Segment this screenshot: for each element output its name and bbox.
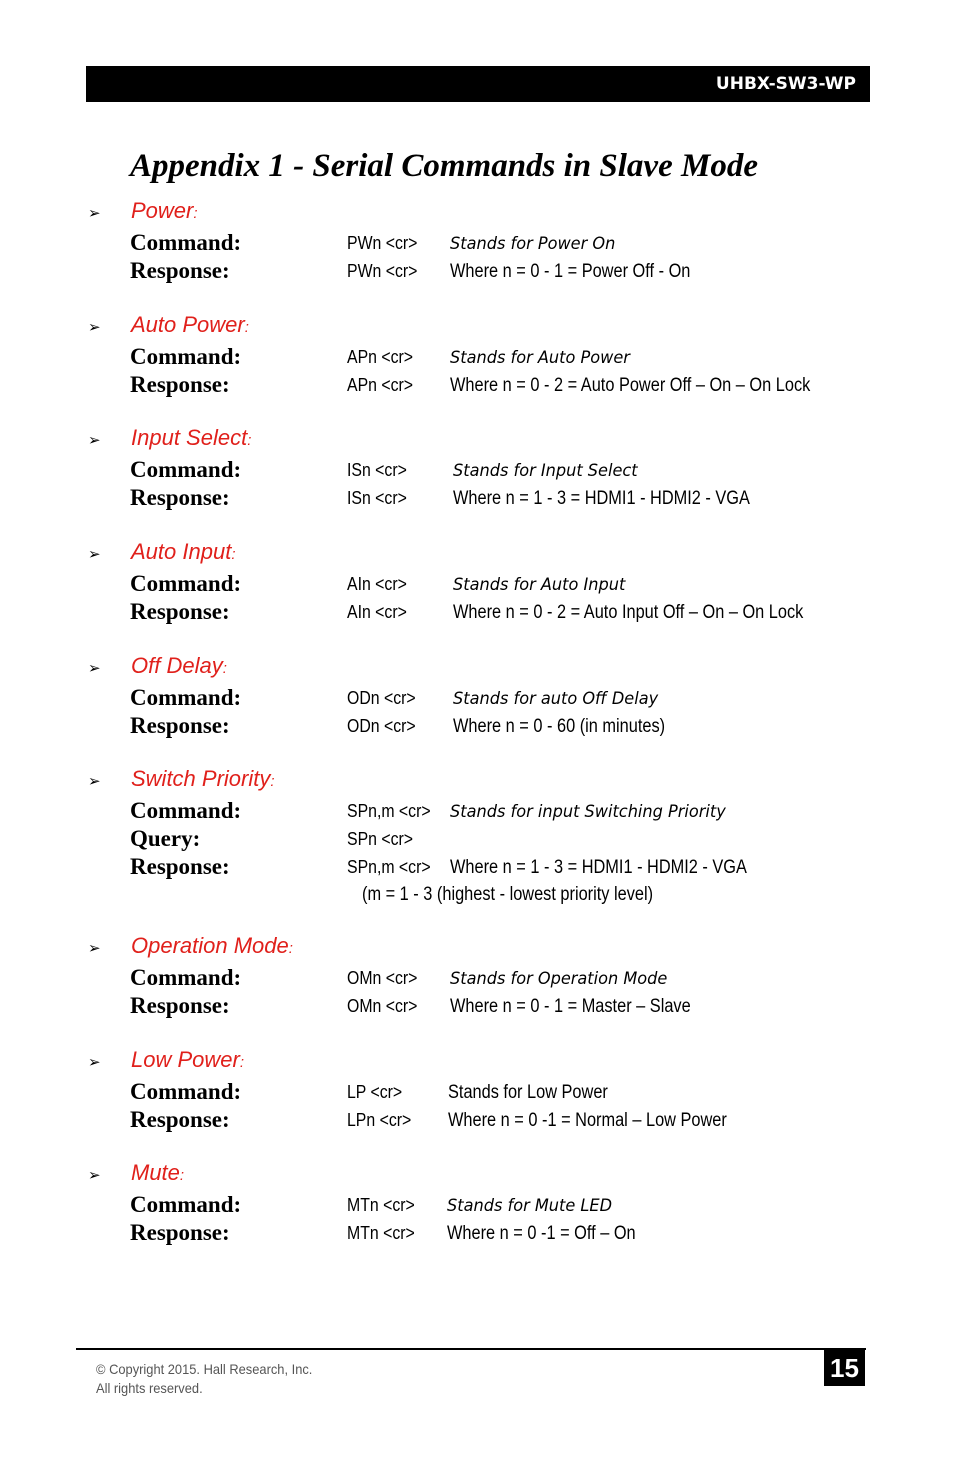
command-code: AIn <cr> <box>347 574 407 594</box>
response-row <box>0 1220 954 1248</box>
command-row <box>0 965 954 993</box>
priority-note: (m = 1 - 3 (highest - lowest priority level) <box>362 884 654 905</box>
response-code: LPn <cr> <box>347 1110 412 1130</box>
response-code: OMn <cr> <box>347 996 418 1016</box>
section-title: Power: <box>131 198 198 223</box>
response-description: Where n = 1 - 3 = HDMI1 - HDMI2 - VGA <box>453 488 750 509</box>
command-label: Command: <box>130 1079 242 1104</box>
model-name: UHBX-SW3-WP <box>715 74 856 94</box>
query-row <box>0 826 954 854</box>
command-description: Stands for Low Power <box>448 1082 608 1103</box>
command-label: Command: <box>130 344 242 369</box>
command-code: OMn <cr> <box>347 968 418 988</box>
command-row <box>0 685 954 713</box>
command-code: ISn <cr> <box>347 460 407 480</box>
section-title: Operation Mode: <box>131 933 293 958</box>
response-label: Response: <box>130 713 230 738</box>
arrowhead-bullet-icon: ➢ <box>88 772 101 790</box>
footer-divider <box>76 1348 866 1350</box>
rights-text: All rights reserved. <box>96 1380 203 1396</box>
section-title: Low Power: <box>131 1047 245 1072</box>
response-row <box>0 485 954 513</box>
command-label: Command: <box>130 230 242 255</box>
section-title: Switch Priority: <box>131 766 275 791</box>
command-label: Command: <box>130 798 242 823</box>
response-description: Where n = 0 -1 = Off – On <box>447 1223 636 1244</box>
command-label: Command: <box>130 685 242 710</box>
copyright-text: © Copyright 2015. Hall Research, Inc. <box>96 1361 313 1377</box>
response-code: PWn <cr> <box>347 261 418 281</box>
command-row <box>0 344 954 372</box>
response-row <box>0 258 954 286</box>
section-title: Input Select: <box>131 425 252 450</box>
command-row <box>0 1192 954 1220</box>
command-row <box>0 1079 954 1107</box>
response-row <box>0 993 954 1021</box>
response-row <box>0 854 954 882</box>
query-code: SPn <cr> <box>347 829 414 849</box>
command-label: Command: <box>130 457 242 482</box>
arrowhead-bullet-icon: ➢ <box>88 939 101 957</box>
query-label: Query: <box>130 826 201 851</box>
response-description: Where n = 0 - 60 (in minutes) <box>453 716 666 737</box>
command-label: Command: <box>130 1192 242 1217</box>
response-code: MTn <cr> <box>347 1223 415 1243</box>
command-description: Stands for Mute LED <box>447 1196 613 1216</box>
arrowhead-bullet-icon: ➢ <box>88 204 101 222</box>
response-code: APn <cr> <box>347 375 414 395</box>
response-code: ODn <cr> <box>347 716 416 736</box>
command-code: ODn <cr> <box>347 688 416 708</box>
command-code: PWn <cr> <box>347 233 418 253</box>
command-code: APn <cr> <box>347 347 414 367</box>
command-label: Command: <box>130 965 242 990</box>
response-code: ISn <cr> <box>347 488 407 508</box>
page-number: 15 <box>824 1350 865 1386</box>
page-title: Appendix 1 - Serial Commands in Slave Mode <box>130 148 758 184</box>
arrowhead-bullet-icon: ➢ <box>88 1166 101 1184</box>
response-row <box>0 599 954 627</box>
response-label: Response: <box>130 1107 230 1132</box>
response-label: Response: <box>130 993 230 1018</box>
command-row <box>0 457 954 485</box>
response-row <box>0 713 954 741</box>
section-title: Off Delay: <box>131 653 227 678</box>
command-code: MTn <cr> <box>347 1195 415 1215</box>
arrowhead-bullet-icon: ➢ <box>88 659 101 677</box>
command-code: LP <cr> <box>347 1082 403 1102</box>
command-row <box>0 230 954 258</box>
command-code: SPn,m <cr> <box>347 801 431 821</box>
response-row <box>0 372 954 400</box>
response-label: Response: <box>130 258 230 283</box>
arrowhead-bullet-icon: ➢ <box>88 431 101 449</box>
command-description: Stands for Auto Power <box>450 348 630 368</box>
arrowhead-bullet-icon: ➢ <box>88 545 101 563</box>
command-label: Command: <box>130 571 242 596</box>
command-row <box>0 798 954 826</box>
response-label: Response: <box>130 485 230 510</box>
command-description: Stands for auto Off Delay <box>453 689 659 709</box>
response-label: Response: <box>130 1220 230 1245</box>
arrowhead-bullet-icon: ➢ <box>88 318 101 336</box>
section-title: Mute: <box>131 1160 185 1185</box>
section-title: Auto Power: <box>131 312 249 337</box>
response-description: Where n = 0 - 2 = Auto Input Off – On – On Lock <box>453 602 804 623</box>
command-description: Stands for input Switching Priority <box>450 802 726 822</box>
response-description: Where n = 0 - 1 = Power Off - On <box>450 261 691 282</box>
command-row <box>0 571 954 599</box>
response-row <box>0 1107 954 1135</box>
response-description: Where n = 0 - 1 = Master – Slave <box>450 996 691 1017</box>
response-label: Response: <box>130 854 230 879</box>
response-label: Response: <box>130 372 230 397</box>
command-description: Stands for Operation Mode <box>450 969 668 989</box>
arrowhead-bullet-icon: ➢ <box>88 1053 101 1071</box>
command-description: Stands for Auto Input <box>453 575 626 595</box>
response-code: SPn,m <cr> <box>347 857 431 877</box>
section-title: Auto Input: <box>131 539 236 564</box>
response-description: Where n = 0 - 2 = Auto Power Off – On – On Lock <box>450 375 811 396</box>
footer-copyright <box>96 1360 312 1398</box>
response-description: Where n = 0 -1 = Normal – Low Power <box>448 1110 727 1131</box>
response-code: AIn <cr> <box>347 602 407 622</box>
response-label: Response: <box>130 599 230 624</box>
command-description: Stands for Power On <box>450 234 616 254</box>
command-description: Stands for Input Select <box>453 461 638 481</box>
header-bar <box>86 66 870 102</box>
response-description: Where n = 1 - 3 = HDMI1 - HDMI2 - VGA <box>450 857 747 878</box>
